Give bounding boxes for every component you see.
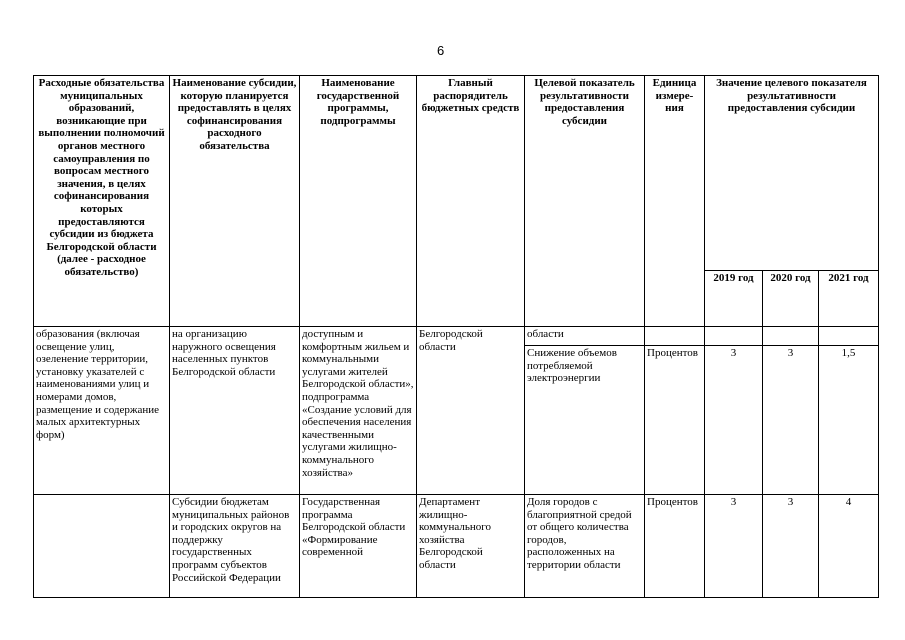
cell-budget-manager: Департамент жилищно-коммунального хозяйства Белгородской области xyxy=(417,495,525,598)
cell-budget-manager: Белгородской области xyxy=(417,327,525,495)
cell-program-name: доступным и комфортным жильем и коммунальными услугами жителей Белгородской области», подпрограмма «Создание условий для обеспечения населения качественными услугами жилищно-коммунального хозяйства» xyxy=(300,327,417,495)
header-year-2021: 2021 год xyxy=(819,271,879,327)
header-year-2020: 2020 год xyxy=(763,271,819,327)
header-obligations: Расходные обязательства муниципальных образований, возникающие при выполнении полномочий органов местного самоуправления по вопросам местного значения, в целях софинансирования которых предоставляются субсидии из бюджета Белгородской области (далее - расходное обязательство) xyxy=(34,76,170,327)
cell-empty xyxy=(705,327,763,346)
cell-unit: Процентов xyxy=(645,346,705,495)
header-target-indicator: Целевой показатель результативности предоставления субсидии xyxy=(525,76,645,327)
header-program-name: Наименование государственной программы, подпрограммы xyxy=(300,76,417,327)
header-year-2019: 2019 год xyxy=(705,271,763,327)
cell-subsidy-name: на организацию наружного освещения населенных пунктов Белгородской области xyxy=(170,327,300,495)
cell-value-2019: 3 xyxy=(705,495,763,598)
subsidy-table xyxy=(33,75,879,598)
header-unit: Единица измере-ния xyxy=(645,76,705,327)
cell-indicator-continued: области xyxy=(525,327,645,346)
cell-indicator: Доля городов с благоприятной средой от общего количества городов, расположенных на территории области xyxy=(525,495,645,598)
cell-value-2020: 3 xyxy=(763,346,819,495)
cell-obligation: образования (включая освещение улиц, озеленение территории, установку указателей с наименованиями улиц и номерами домов, размещение и содержание малых архитектурных форм) xyxy=(34,327,170,495)
page-number: 6 xyxy=(437,43,445,58)
cell-value-2021: 1,5 xyxy=(819,346,879,495)
cell-empty xyxy=(763,327,819,346)
cell-empty xyxy=(819,327,879,346)
header-subsidy-name: Наименование субсидии, которую планируется предоставлять в целях софинансирования расходного обязательства xyxy=(170,76,300,327)
cell-indicator: Снижение объемов потребляемой электроэнергии xyxy=(525,346,645,495)
cell-subsidy-name: Субсидии бюджетам муниципальных районов и городских округов на поддержку государственных программ субъектов Российской Федерации xyxy=(170,495,300,598)
header-budget-manager: Главный распорядитель бюджетных средств xyxy=(417,76,525,327)
cell-empty xyxy=(645,327,705,346)
cell-value-2021: 4 xyxy=(819,495,879,598)
cell-value-2019: 3 xyxy=(705,346,763,495)
cell-obligation-empty xyxy=(34,495,170,598)
cell-unit: Процентов xyxy=(645,495,705,598)
cell-value-2020: 3 xyxy=(763,495,819,598)
header-target-value: Значение целевого показателя результативности предоставления субсидии xyxy=(705,76,879,271)
cell-program-name: Государственная программа Белгородской области «Формирование современной xyxy=(300,495,417,598)
